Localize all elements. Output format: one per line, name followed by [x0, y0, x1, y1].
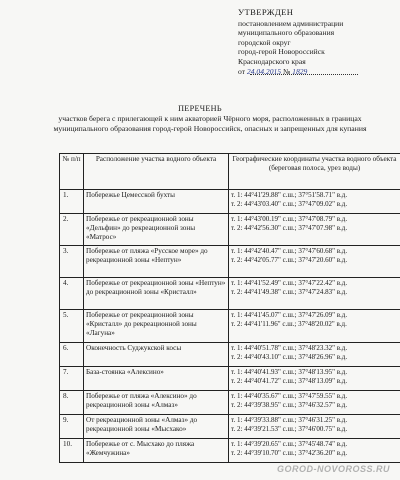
header-number: № п/п — [60, 154, 84, 190]
table-row — [60, 439, 400, 463]
coordinate-point-2: т. 2: 44°40'41.72" с.ш.; 37°48'13.09" в.д. — [231, 376, 348, 385]
coordinate-point-1: т. 1: 44°43'00.19" с.ш.; 37°47'08.79" в.д. — [231, 215, 348, 223]
row-coordinates — [229, 391, 400, 415]
table-row — [60, 214, 400, 246]
document-title: ПЕРЕЧЕНЬ — [178, 104, 222, 113]
approval-block — [238, 8, 398, 76]
table-row — [60, 190, 400, 214]
table-header-row — [60, 154, 400, 190]
handwritten-number: 1829 — [292, 66, 308, 76]
coordinate-point-2: т. 2: 44°41'11.96" с.ш.; 37°48'20.02" в.д. — [231, 319, 347, 328]
table-row — [60, 278, 400, 310]
coordinate-point-1: т. 1: 44°41'29.88" с.ш.; 37°51'58.71" в.д. — [231, 191, 348, 199]
coordinate-point-1: т. 1: 44°42'40.47" с.ш.; 37°47'60.68" в.д. — [231, 247, 348, 255]
coordinate-point-1: т. 1: 44°41'52.49" с.ш.; 37°47'22.42" в.д. — [231, 279, 348, 287]
table-row — [60, 391, 400, 415]
row-number: 2. — [60, 214, 84, 246]
approval-line: город-герой Новороссийск — [238, 47, 325, 57]
row-coordinates — [229, 190, 400, 214]
watermark: GOROD-NOVOROSS.RU — [276, 464, 390, 474]
row-number: 9. — [60, 415, 84, 439]
row-coordinates — [229, 439, 400, 463]
row-number: 4. — [60, 278, 84, 310]
coordinate-point-1: т. 1: 44°41'45.07" с.ш.; 37°47'26.09" в.д. — [231, 311, 348, 319]
row-coordinates — [229, 415, 400, 439]
coordinate-point-1: т. 1: 44°40'51.78" с.ш.; 37°48'23.32" в.д. — [231, 344, 348, 352]
row-location: Побережье от пляжа «Алексино» до рекреационной зоны «Алмаз» — [84, 391, 229, 415]
coordinate-point-2: т. 2: 44°42'56.30" с.ш.; 37°47'07.98" в.д. — [231, 223, 348, 232]
row-number: 3. — [60, 246, 84, 278]
coordinate-point-2: т. 2: 44°42'05.77" с.ш.; 37°47'20.60" в.д. — [231, 255, 348, 264]
row-number: 7. — [60, 367, 84, 391]
beach-sections-table — [59, 153, 400, 463]
coordinate-point-1: т. 1: 44°40'35.67" с.ш.; 37°47'59.55" в.д. — [231, 392, 348, 400]
row-location: Побережье от с. Мысхако до пляжа «Жемчужина» — [84, 439, 229, 463]
row-number: 8. — [60, 391, 84, 415]
row-coordinates — [229, 214, 400, 246]
table-row — [60, 343, 400, 367]
handwritten-date: 24.04.2015 — [246, 66, 282, 76]
row-location: Побережье от пляжа «Русское море» до рекреационной зоны «Нептун» — [84, 246, 229, 278]
approval-line: муниципального образования — [238, 28, 335, 38]
coordinate-point-2: т. 2: 44°39'21.53" с.ш.; 37°46'00.75" в.д. — [231, 424, 348, 433]
approval-heading: УТВЕРЖДЕН — [238, 7, 294, 17]
table-row — [60, 310, 400, 343]
row-location: Побережье от рекреационной зоны «Нептун» до рекреационной зоны «Кристалл» — [84, 278, 229, 310]
table-body — [60, 190, 400, 463]
row-coordinates — [229, 246, 400, 278]
table-row — [60, 367, 400, 391]
row-number: 1. — [60, 190, 84, 214]
table-row — [60, 415, 400, 439]
row-location: База-стоянка «Алексино» — [84, 367, 229, 391]
row-location: Побережье от рекреационной зоны «Кристалл» до рекреационной зоны «Лагуна» — [84, 310, 229, 343]
row-coordinates — [229, 343, 400, 367]
row-coordinates — [229, 278, 400, 310]
row-location: Оконечность Суджукской косы — [84, 343, 229, 367]
row-number: 10. — [60, 439, 84, 463]
approval-line: постановлением администрации — [238, 18, 344, 28]
document-subtitle: участков берега с прилегающей к ним акваторией Чёрного моря, расположенных в границах муниципального образования город-герой Новороссийск, опасных и запрещенных для купания — [53, 114, 367, 133]
date-prefix: от — [238, 66, 246, 76]
approval-line: городской округ — [238, 37, 291, 47]
row-number: 5. — [60, 310, 84, 343]
approval-date-line — [238, 67, 398, 77]
coordinate-point-1: т. 1: 44°39'33.88" с.ш.; 37°46'31.25" в.д. — [231, 416, 348, 424]
table-row — [60, 246, 400, 278]
coordinate-point-1: т. 1: 44°40'41.93" с.ш.; 37°48'13.95" в.д. — [231, 368, 348, 376]
header-location: Расположение участка водного объекта — [84, 154, 229, 190]
row-coordinates — [229, 310, 400, 343]
coordinate-point-2: т. 2: 44°43'03.40" с.ш.; 37°47'09.02" в.д. — [231, 199, 348, 208]
row-location: От рекреационной зоны «Алмаз» до рекреационной зоны «Мысхако» — [84, 415, 229, 439]
approval-line: Краснодарского края — [238, 56, 306, 66]
row-coordinates — [229, 367, 400, 391]
number-prefix: № — [283, 66, 291, 76]
row-location: Побережье Цемесской бухты — [84, 190, 229, 214]
coordinate-point-2: т. 2: 44°39'38.95" с.ш.; 37°46'32.57" в.д. — [231, 400, 348, 409]
row-number: 6. — [60, 343, 84, 367]
coordinate-point-2: т. 2: 44°39'10.70" с.ш.; 37°42'36.20" в.д. — [231, 448, 348, 457]
coordinate-point-2: т. 2: 44°41'49.38" с.ш.; 37°47'24.83" в.д. — [231, 287, 348, 296]
header-coordinates: Географические координаты участка водного объекта (береговая полоса, урез воды) — [229, 154, 400, 190]
coordinate-point-1: т. 1: 44°39'20.65" с.ш.; 37°45'48.74" в.д. — [231, 440, 348, 448]
coordinate-point-2: т. 2: 44°40'43.10" с.ш.; 37°48'26.96" в.д. — [231, 352, 348, 361]
row-location: Побережье от рекреационной зоны «Дельфин» до рекреационной зоны «Матрос» — [84, 214, 229, 246]
